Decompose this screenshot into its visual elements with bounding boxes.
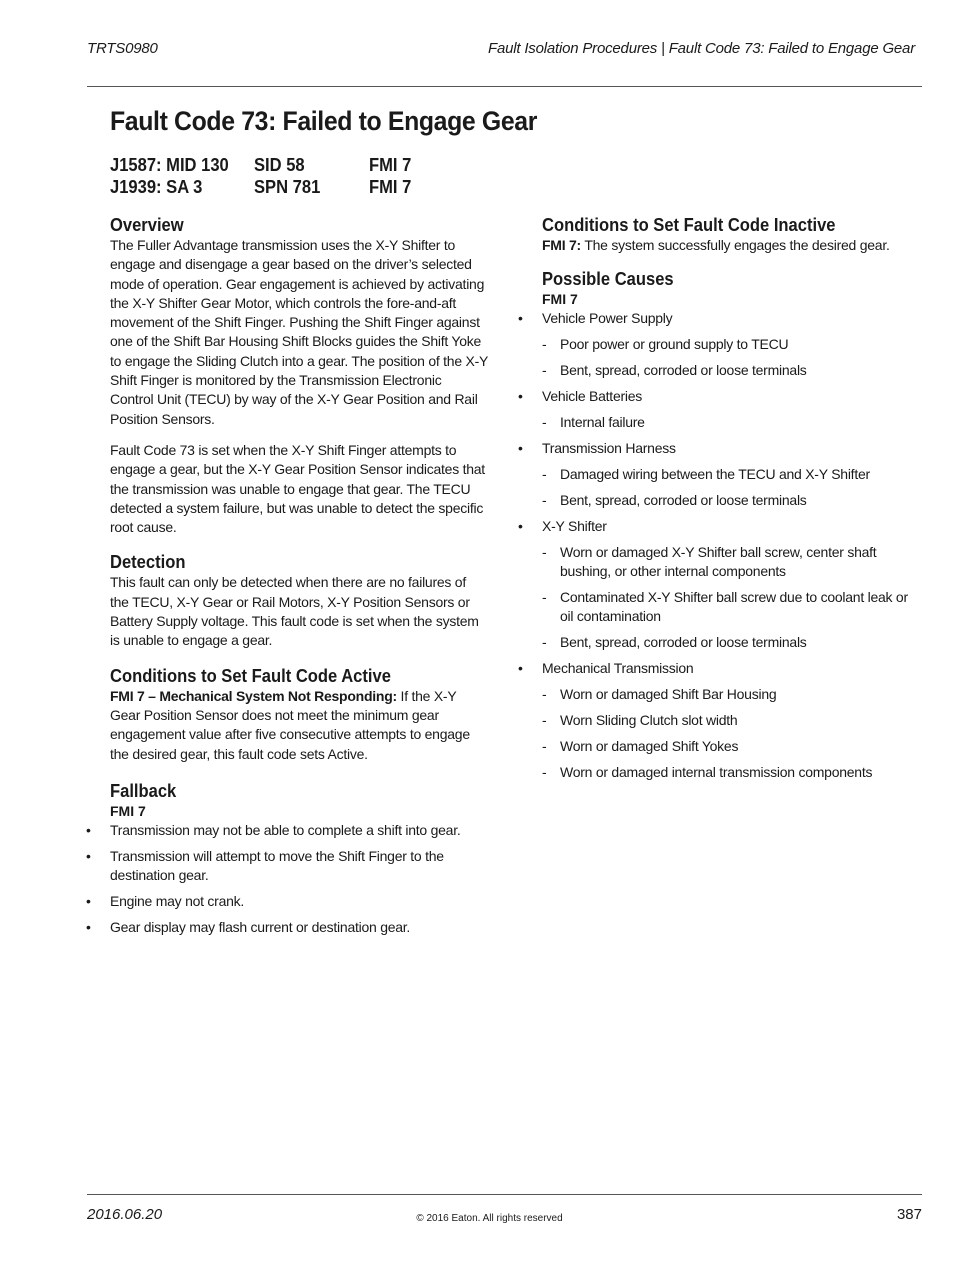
cause-subitem: - Worn or damaged X-Y Shifter ball screw, center shaft bushing, or other internal components [542,544,877,580]
cause-subitem: - Bent, spread, corroded or loose terminals [542,634,807,651]
bullet-icon: • [518,660,523,677]
left-column [86,214,488,944]
active-heading: Conditions to Set Fault Code Active [110,665,391,686]
cause-subitem: - Worn or damaged internal transmission components [542,764,873,781]
bullet-icon: • [86,918,91,935]
cause-sublist [542,413,922,432]
cause-subitem: - Bent, spread, corroded or loose terminals [542,362,807,379]
header-section: Fault Isolation Procedures | Fault Code 73: Failed to Engage Gear [488,40,915,57]
dash-icon: - [542,492,547,509]
causes-fmi: FMI 7 [542,291,578,308]
cause-subitem: - Bent, spread, corroded or loose terminals [542,492,807,509]
id-cell: FMI 7 [369,177,412,197]
cause-sublist [542,335,922,380]
header-rule [87,86,922,87]
dash-icon: - [542,712,547,729]
dash-icon: - [542,466,547,483]
list-item: • Transmission may not be able to complete a shift into gear. [86,821,461,838]
cause-subitem: - Contaminated X-Y Shifter ball screw due to coolant leak or oil contamination [542,589,908,625]
id-row-j1939 [110,176,415,198]
id-cell: J1939: SA 3 [110,177,203,197]
id-cell: SPN 781 [254,177,321,197]
right-column [518,214,922,789]
cause-item: • Transmission Harness - Damaged wiring between the TECU and X-Y Shifter - Bent, spread, corroded or loose terminals [542,439,922,510]
list-item: • Transmission will attempt to move the Shift Finger to the destination gear. [86,847,444,883]
inactive-lead: FMI 7: [542,237,581,253]
footer-copyright: © 2016 Eaton. All rights reserved [416,1213,563,1224]
bullet-icon: • [86,847,91,864]
dash-icon: - [542,686,547,703]
cause-sublist [542,465,922,510]
page-title: Fault Code 73: Failed to Engage Gear [110,106,538,136]
cause-sublist [542,543,922,652]
bullet-icon: • [518,310,523,327]
inactive-text [542,236,922,255]
bullet-icon: • [518,440,523,457]
fallback-heading: Fallback [110,780,177,801]
causes-list [518,309,922,782]
fallback-list [86,821,488,937]
header-doc-id: TRTS0980 [87,40,158,57]
dash-icon: - [542,336,547,353]
fault-id-table [110,154,415,198]
id-cell: SID 58 [254,155,305,175]
list-item: • Engine may not crank. [86,892,245,909]
cause-item: • X-Y Shifter - Worn or damaged X-Y Shifter ball screw, center shaft bushing, or other internal components - Contaminated X-Y Shifter ball screw due to coolant leak or oil contamination - Bent, spread, corroded or loose terminals [542,517,922,652]
dash-icon: - [542,362,547,379]
cause-sublist [542,685,922,782]
active-text [110,687,488,764]
active-body: If the X-Y Gear Position Sensor does not meet the minimum gear engagement value after five consecutive attempts to engage the desired gear, this fault code sets Active. [110,687,470,762]
causes-heading: Possible Causes [542,269,674,290]
cause-subitem: - Damaged wiring between the TECU and X-Y Shifter [542,466,870,483]
cause-subitem: - Worn or damaged Shift Yokes [542,738,739,755]
dash-icon: - [542,544,547,561]
footer-date: 2016.06.20 [87,1206,163,1223]
cause-subitem: - Internal failure [542,414,645,431]
cause-item: • Vehicle Power Supply - Poor power or ground supply to TECU - Bent, spread, corroded or loose terminals [542,309,922,380]
dash-icon: - [542,414,547,431]
cause-subitem: - Poor power or ground supply to TECU [542,336,789,353]
cause-subitem: - Worn or damaged Shift Bar Housing [542,686,777,703]
overview-section [110,214,488,537]
bullet-icon: • [86,892,91,909]
active-lead: FMI 7 – Mechanical System Not Responding: [110,687,397,704]
id-cell: FMI 7 [369,155,412,175]
fallback-fmi: FMI 7 [110,802,146,819]
dash-icon: - [542,634,547,651]
cause-item: • Vehicle Batteries - Internal failure [542,387,922,432]
cause-subitem: - Worn Sliding Clutch slot width [542,712,738,729]
list-item: • Gear display may flash current or destination gear. [86,918,411,935]
detection-section [110,551,488,650]
bullet-icon: • [518,388,523,405]
footer-rule [87,1194,922,1195]
page-number: 387 [896,1206,922,1223]
inactive-body: The system successfully engages the desired gear. [580,237,890,253]
id-cell: J1587: MID 130 [110,155,229,175]
cause-item: • Mechanical Transmission - Worn or damaged Shift Bar Housing - Worn Sliding Clutch slot width - Worn or damaged Shift Yokes - Worn or damaged internal transmission components [542,659,922,782]
overview-paragraph-2: Fault Code 73 is set when the X-Y Shift Finger attempts to engage a gear, but the X-Y Gear Position Sensor indicates that the transmission was unable to engage that gear. The TECU detected a system failure, but was unable to detect the specific root cause. [110,441,485,536]
detection-text: This fault can only be detected when there are no failures of the TECU, X-Y Gear or Rail Motors, X-Y Position Sensors or Battery Supply voltage. This fault code is set when the system is unable to engage a gear. [110,574,479,649]
bullet-icon: • [86,821,91,838]
fallback-section [86,780,488,937]
active-section [110,665,488,764]
inactive-heading: Conditions to Set Fault Code Inactive [542,215,836,235]
causes-section [518,268,922,782]
overview-paragraph-1: The Fuller Advantage transmission uses the X-Y Shifter to engage and disengage a gear based on the driver’s selected mode of operation. Gear engagement is achieved by activating the X-Y Shifter Gear Motor, which controls the fore-and-aft movement of the Shift Finger. Pushing the Shift Finger against one of the Shift Bar Housing Shift Blocks guides the Shift Yoke to engage the Sliding Clutch into a gear. The position of the X-Y Shift Finger is monitored by the Transmission Electronic Control Unit (TECU) by way of the X-Y Gear Position and Rail Position Sensors. [110,237,488,427]
dash-icon: - [542,589,547,606]
id-row-j1587 [110,154,415,176]
detection-heading: Detection [110,552,186,573]
dash-icon: - [542,764,547,781]
dash-icon: - [542,738,547,755]
overview-heading: Overview [110,215,184,235]
bullet-icon: • [518,518,523,535]
inactive-section [542,214,922,255]
